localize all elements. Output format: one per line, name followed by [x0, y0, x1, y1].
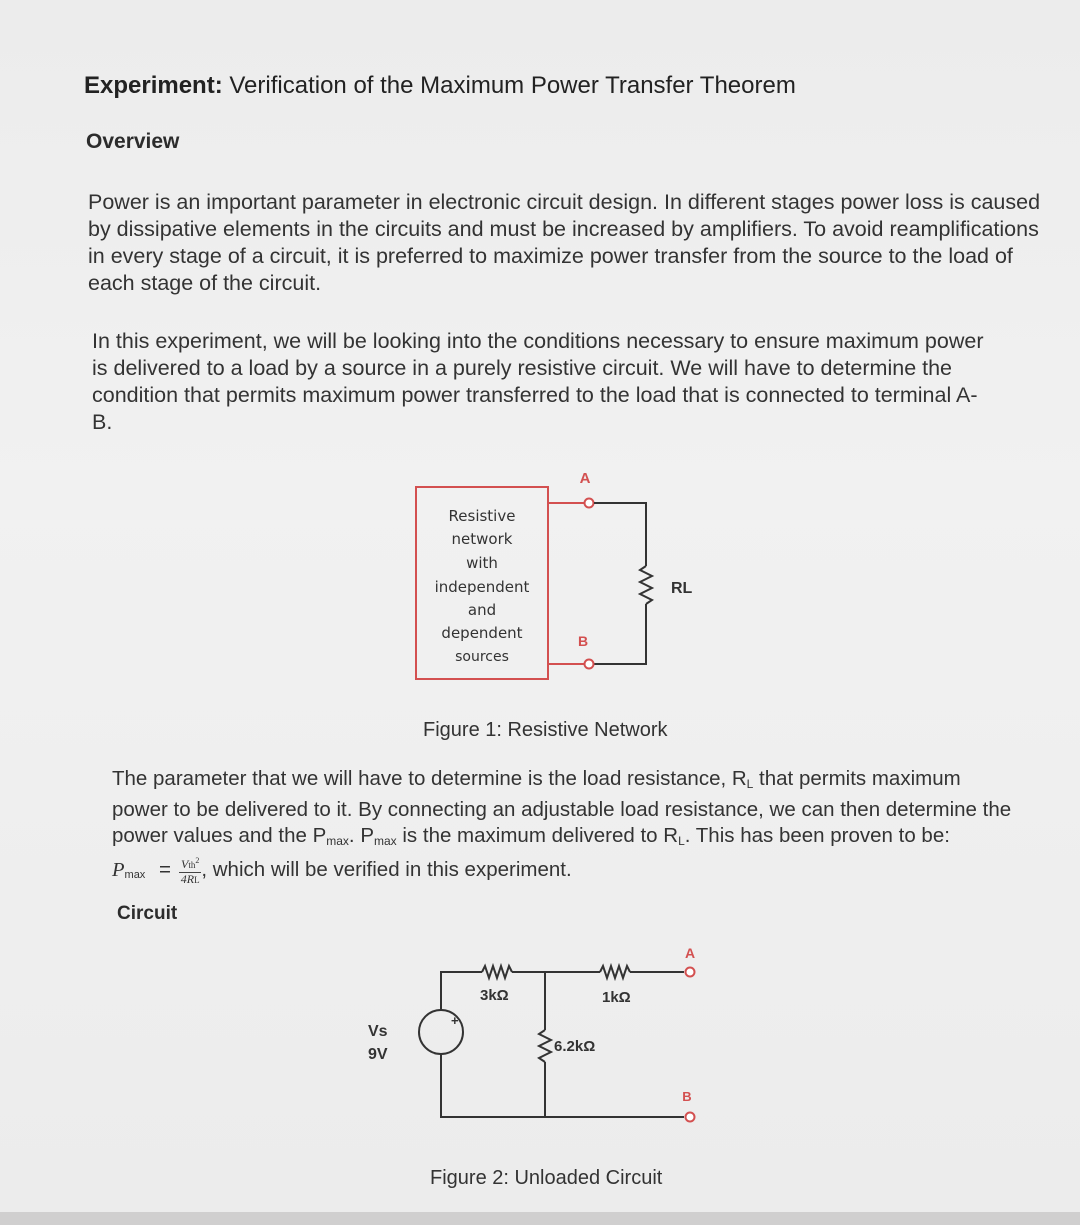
resistor-3k	[482, 966, 512, 978]
figure1-caption: Figure 1: Resistive Network	[423, 719, 668, 741]
title-text: Verification of the Maximum Power Transfer Theorem	[222, 72, 796, 99]
paragraph-experiment: In this experiment, we will be looking into the conditions necessary to ensure maximum power is delivered to a load by a source in a purely resistive circuit. We will have to determine the condition that permits maximum power transferred to the load that is connected to terminal A-B.	[92, 329, 984, 434]
box-line-6: dependent	[441, 624, 523, 642]
overview-heading: Overview	[86, 130, 180, 153]
load-label: RL	[671, 580, 693, 597]
box-line-4: independent	[434, 578, 530, 596]
title-label: Experiment:	[84, 72, 223, 99]
source-name: Vs	[368, 1023, 388, 1040]
wire-bottom	[441, 1054, 684, 1117]
load-resistor	[640, 566, 652, 604]
fig2-terminal-a-label: A	[684, 945, 696, 961]
wire-b-load	[594, 604, 646, 664]
circuit-heading: Circuit	[117, 903, 178, 924]
terminal-b-label: B	[577, 633, 589, 649]
paragraph-parameter: The parameter that we will have to determine is the load resistance, $R_L$ that permits maximum power to be delivered to it. By connecting an adjustable load resistance, we can then determine the power values and the $P_{max}$. $P_{max}$ is the maximum delivered to $R_L$. This has been proven to be: Pmax = Vth$^2$ 4RL , which will be verified in this experiment.	[112, 767, 1012, 886]
source-value: 9V	[368, 1046, 388, 1063]
box-line-7: sources	[455, 649, 509, 665]
terminal-b-node	[585, 660, 594, 669]
box-text	[435, 507, 530, 665]
pmax-formula: Pmax = Vth$^2$ 4RL	[112, 856, 200, 886]
source-plus: +	[451, 1013, 459, 1028]
box-line-1: Resistive	[448, 507, 516, 525]
fig2-terminal-a-node	[686, 968, 695, 977]
wire-a-load	[594, 503, 646, 566]
resistor-6k2	[539, 1030, 551, 1062]
box-line-2: network	[451, 530, 513, 548]
screen-bottom-edge	[0, 1212, 1080, 1225]
source-minus: −	[434, 1047, 442, 1061]
figure2-caption: Figure 2: Unloaded Circuit	[430, 1167, 663, 1189]
box-line-3: with	[466, 554, 498, 572]
r3-label: 6.2kΩ	[554, 1038, 596, 1055]
wire-top-left	[441, 972, 482, 1010]
paragraph-power: Power is an important parameter in electronic circuit design. In different stages power loss is caused by dissipative elements in the circuits and must be increased by amplifiers. To avoid reamplifications in every stage of a circuit, it is preferred to maximize power transfer from the source to the load of each stage of the circuit.	[88, 190, 1041, 295]
terminal-a-node	[585, 499, 594, 508]
fig2-terminal-b-label: B	[682, 1089, 692, 1104]
resistor-1k	[600, 966, 630, 978]
fig2-terminal-b-node	[686, 1113, 695, 1122]
terminal-a-label: A	[579, 470, 591, 487]
r1-label: 3kΩ	[480, 987, 509, 1004]
r2-label: 1kΩ	[602, 989, 631, 1006]
box-line-5: and	[467, 601, 497, 619]
